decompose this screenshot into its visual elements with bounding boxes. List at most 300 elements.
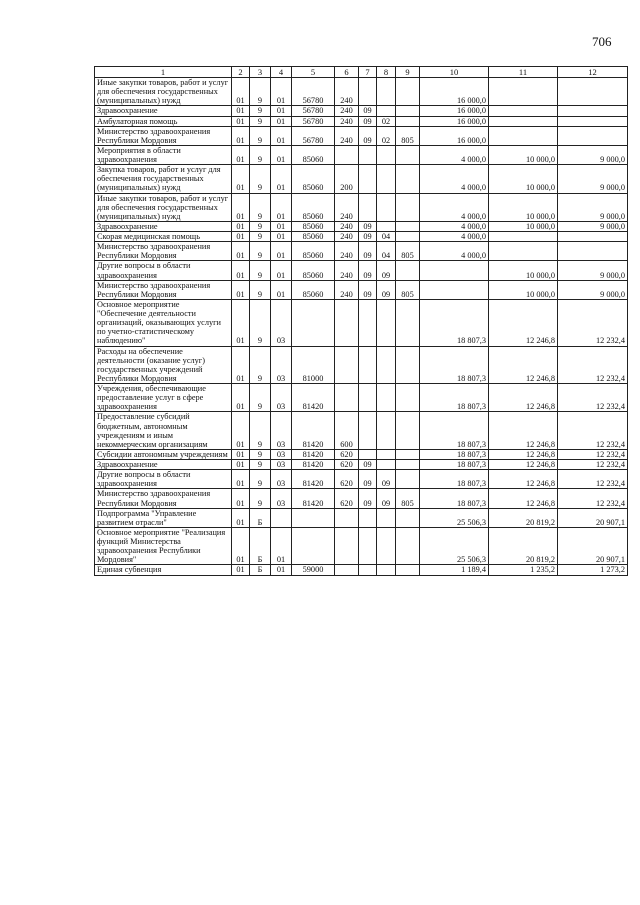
table-cell: 01 (232, 489, 250, 508)
row-label: Министерство здравоохранения Республики Мордовия (95, 489, 232, 508)
row-label: Предоставление субсидий бюджетным, автономным учреждениям и иным некоммерческим организациям (95, 412, 232, 450)
table-cell (377, 460, 396, 470)
table-cell: 9 000,0 (558, 193, 628, 221)
table-cell (396, 232, 420, 242)
table-cell: 9 000,0 (558, 145, 628, 164)
table-row (95, 126, 628, 145)
table-cell: 4 000,0 (420, 232, 489, 242)
table-cell: 9 000,0 (558, 165, 628, 193)
row-label: Здравоохранение (95, 221, 232, 231)
table-row (95, 299, 628, 346)
table-cell: 10 000,0 (489, 165, 558, 193)
table-cell (271, 508, 292, 527)
row-label: Расходы на обеспечение деятельности (оказание услуг) государственных учреждений Республики Мордовия (95, 346, 232, 384)
table-cell: 20 907,1 (558, 527, 628, 565)
table-cell: 09 (359, 489, 377, 508)
table-cell: 56780 (292, 116, 335, 126)
table-cell (396, 106, 420, 116)
table-row (95, 489, 628, 508)
table-cell: 10 000,0 (489, 145, 558, 164)
table-cell (359, 193, 377, 221)
table-cell: 16 000,0 (420, 78, 489, 106)
table-cell: 12 232,4 (558, 460, 628, 470)
table-cell: 12 246,8 (489, 449, 558, 459)
column-header: 1 (95, 67, 232, 78)
table-cell (377, 449, 396, 459)
row-label: Министерство здравоохранения Республики Мордовия (95, 280, 232, 299)
row-label: Иные закупки товаров, работ и услуг для обеспечения государственных (муниципальных) нужд (95, 78, 232, 106)
table-cell (396, 412, 420, 450)
table-cell (396, 384, 420, 412)
table-cell (558, 116, 628, 126)
column-header: 8 (377, 67, 396, 78)
table-cell (377, 221, 396, 231)
table-cell: 9 (250, 106, 271, 116)
column-header: 9 (396, 67, 420, 78)
table-cell (396, 165, 420, 193)
table-cell: 9 (250, 78, 271, 106)
row-label: Закупка товаров, работ и услуг для обеспечения государственных (муниципальных) нужд (95, 165, 232, 193)
table-cell: 56780 (292, 126, 335, 145)
table-cell: 12 246,8 (489, 299, 558, 346)
column-header: 2 (232, 67, 250, 78)
table-cell (359, 384, 377, 412)
table-cell: 01 (232, 299, 250, 346)
table-cell (335, 346, 359, 384)
table-cell: 09 (359, 470, 377, 489)
table-cell: 10 000,0 (489, 280, 558, 299)
table-cell (558, 232, 628, 242)
table-cell: 9 (250, 449, 271, 459)
table-cell: 9 (250, 261, 271, 280)
table-cell: 18 807,3 (420, 460, 489, 470)
table-cell: 01 (232, 412, 250, 450)
table-cell (377, 565, 396, 575)
table-cell: 620 (335, 470, 359, 489)
table-cell (558, 126, 628, 145)
table-cell: 9 (250, 299, 271, 346)
table-cell (359, 527, 377, 565)
table-cell: 85060 (292, 165, 335, 193)
table-cell: 01 (271, 106, 292, 116)
table-cell: 85060 (292, 232, 335, 242)
table-row (95, 412, 628, 450)
row-label: Здравоохранение (95, 106, 232, 116)
table-cell: 1 235,2 (489, 565, 558, 575)
table-row (95, 565, 628, 575)
table-cell: 12 246,8 (489, 384, 558, 412)
table-cell (558, 78, 628, 106)
table-cell: 9 (250, 489, 271, 508)
table-cell: 01 (271, 261, 292, 280)
table-cell: 85060 (292, 193, 335, 221)
table-cell (489, 106, 558, 116)
table-cell: 9 (250, 280, 271, 299)
table-cell: 03 (271, 489, 292, 508)
table-cell: 620 (335, 489, 359, 508)
table-cell: 9 (250, 460, 271, 470)
table-cell: 9 (250, 193, 271, 221)
table-row (95, 116, 628, 126)
table-cell: 20 907,1 (558, 508, 628, 527)
table-cell: 4 000,0 (420, 145, 489, 164)
table-cell: 09 (359, 232, 377, 242)
table-cell: 805 (396, 489, 420, 508)
table-cell: 01 (232, 470, 250, 489)
table-cell: 09 (359, 242, 377, 261)
table-cell: 01 (232, 126, 250, 145)
table-cell (359, 412, 377, 450)
table-cell (558, 106, 628, 116)
table-cell: 200 (335, 165, 359, 193)
table-cell (292, 508, 335, 527)
table-cell (359, 145, 377, 164)
table-cell: Б (250, 527, 271, 565)
column-header: 12 (558, 67, 628, 78)
table-cell (489, 126, 558, 145)
table-row (95, 261, 628, 280)
table-cell (489, 116, 558, 126)
table-row (95, 193, 628, 221)
table-cell: 620 (335, 460, 359, 470)
table-cell: 81420 (292, 412, 335, 450)
table-cell: 81000 (292, 346, 335, 384)
table-cell: 01 (271, 78, 292, 106)
table-cell: 9 (250, 384, 271, 412)
table-cell (396, 346, 420, 384)
row-label: Скорая медицинская помощь (95, 232, 232, 242)
table-cell (377, 145, 396, 164)
table-row (95, 346, 628, 384)
table-cell (396, 78, 420, 106)
row-label: Амбулаторная помощь (95, 116, 232, 126)
table-cell: 09 (377, 470, 396, 489)
table-cell: 805 (396, 280, 420, 299)
table-cell: 03 (271, 346, 292, 384)
table-cell (335, 145, 359, 164)
table-cell: 01 (232, 261, 250, 280)
table-cell: 4 000,0 (420, 242, 489, 261)
row-label: Здравоохранение (95, 460, 232, 470)
table-cell: 01 (232, 508, 250, 527)
table-cell: Б (250, 565, 271, 575)
table-cell: 01 (271, 280, 292, 299)
table-cell: 85060 (292, 145, 335, 164)
row-label: Министерство здравоохранения Республики Мордовия (95, 242, 232, 261)
table-cell: 01 (232, 116, 250, 126)
table-cell (359, 78, 377, 106)
table-cell: 02 (377, 126, 396, 145)
table-cell: 02 (377, 116, 396, 126)
table-cell (377, 299, 396, 346)
table-row (95, 470, 628, 489)
column-header: 11 (489, 67, 558, 78)
table-cell: 01 (232, 106, 250, 116)
row-label: Учреждения, обеспечивающие предоставление услуг в сфере здравоохранения (95, 384, 232, 412)
table-cell: 81420 (292, 449, 335, 459)
table-row (95, 280, 628, 299)
table-cell: 85060 (292, 242, 335, 261)
table-cell: 10 000,0 (489, 193, 558, 221)
table-cell: 9 000,0 (558, 261, 628, 280)
table-cell: 18 807,3 (420, 299, 489, 346)
table-cell (335, 299, 359, 346)
table-cell (396, 508, 420, 527)
table-cell: 805 (396, 126, 420, 145)
table-cell: 9 (250, 165, 271, 193)
table-cell: 805 (396, 242, 420, 261)
table-cell (377, 384, 396, 412)
table-cell: 85060 (292, 261, 335, 280)
table-cell (420, 261, 489, 280)
table-cell: 12 246,8 (489, 470, 558, 489)
table-cell: 04 (377, 232, 396, 242)
row-label: Основное мероприятие "Реализация функций Министерства здравоохранения Республики Мордовия" (95, 527, 232, 565)
row-label: Подпрограмма "Управление развитием отрасли" (95, 508, 232, 527)
table-cell: 01 (271, 116, 292, 126)
table-cell: 9 (250, 221, 271, 231)
table-cell (377, 346, 396, 384)
table-cell: 12 232,4 (558, 384, 628, 412)
table-cell: 01 (232, 346, 250, 384)
table-cell (335, 527, 359, 565)
table-cell (377, 165, 396, 193)
table-cell (396, 193, 420, 221)
table-cell: 12 232,4 (558, 346, 628, 384)
table-cell (396, 299, 420, 346)
table-cell: 25 506,3 (420, 508, 489, 527)
table-cell (558, 242, 628, 261)
table-cell: 1 189,4 (420, 565, 489, 575)
table-cell: 9 000,0 (558, 221, 628, 231)
row-label: Основное мероприятие "Обеспечение деятельности организаций, оказывающих услуги по учетно-статистическому наблюдению" (95, 299, 232, 346)
table-cell: 09 (377, 489, 396, 508)
table-cell (420, 280, 489, 299)
table-cell: 01 (271, 165, 292, 193)
table-cell: 240 (335, 106, 359, 116)
table-cell (335, 508, 359, 527)
table-cell: 12 246,8 (489, 489, 558, 508)
table-cell: 01 (232, 221, 250, 231)
table-cell: 18 807,3 (420, 489, 489, 508)
table-cell: 240 (335, 116, 359, 126)
table-cell (396, 116, 420, 126)
table-cell: 01 (271, 527, 292, 565)
table-cell: 240 (335, 193, 359, 221)
budget-table (94, 66, 628, 576)
table-cell: 12 232,4 (558, 449, 628, 459)
table-cell: 04 (377, 242, 396, 261)
table-cell (396, 527, 420, 565)
table-cell (359, 508, 377, 527)
column-header: 4 (271, 67, 292, 78)
table-cell: 18 807,3 (420, 470, 489, 489)
table-cell: 4 000,0 (420, 165, 489, 193)
table-cell (396, 449, 420, 459)
column-header: 10 (420, 67, 489, 78)
page-number: 706 (592, 34, 612, 49)
table-cell: 09 (359, 261, 377, 280)
table-cell: 9 (250, 116, 271, 126)
table-cell: 01 (232, 242, 250, 261)
table-cell: 240 (335, 261, 359, 280)
table-cell: 18 807,3 (420, 346, 489, 384)
table-cell: 620 (335, 449, 359, 459)
table-cell: 600 (335, 412, 359, 450)
row-label: Субсидии автономным учреждениям (95, 449, 232, 459)
table-cell: 240 (335, 232, 359, 242)
table-cell: 240 (335, 242, 359, 261)
table-row (95, 106, 628, 116)
table-cell (335, 384, 359, 412)
table-cell (396, 460, 420, 470)
table-cell: 4 000,0 (420, 193, 489, 221)
table-cell: 01 (232, 78, 250, 106)
table-cell: 01 (271, 193, 292, 221)
table-cell: 01 (232, 193, 250, 221)
row-label: Мероприятия в области здравоохранения (95, 145, 232, 164)
row-label: Министерство здравоохранения Республики Мордовия (95, 126, 232, 145)
table-row (95, 384, 628, 412)
table-cell (377, 527, 396, 565)
table-cell: 12 246,8 (489, 412, 558, 450)
table-cell (396, 221, 420, 231)
table-cell (377, 508, 396, 527)
table-cell (377, 412, 396, 450)
table-row (95, 508, 628, 527)
table-row (95, 232, 628, 242)
table-cell: 16 000,0 (420, 126, 489, 145)
table-cell: 9 (250, 242, 271, 261)
table-row (95, 221, 628, 231)
table-cell: 240 (335, 221, 359, 231)
table-cell: 09 (359, 116, 377, 126)
table-cell (396, 145, 420, 164)
table-cell: 10 000,0 (489, 221, 558, 231)
table-cell: 09 (359, 221, 377, 231)
table-cell: 01 (232, 449, 250, 459)
table-cell (359, 449, 377, 459)
row-label: Иные закупки товаров, работ и услуг для обеспечения государственных (муниципальных) нужд (95, 193, 232, 221)
table-row (95, 449, 628, 459)
table-cell: 12 232,4 (558, 299, 628, 346)
table-cell: 09 (359, 126, 377, 145)
row-label: Другие вопросы в области здравоохранения (95, 470, 232, 489)
table-cell (359, 299, 377, 346)
table-cell: 9 (250, 232, 271, 242)
table-cell (396, 565, 420, 575)
table-cell (377, 78, 396, 106)
table-cell (359, 346, 377, 384)
table-cell: 20 819,2 (489, 527, 558, 565)
table-cell: 81420 (292, 384, 335, 412)
table-cell: 18 807,3 (420, 449, 489, 459)
table-cell (335, 565, 359, 575)
table-cell: 12 246,8 (489, 346, 558, 384)
table-cell: 01 (271, 126, 292, 145)
table-cell: 09 (359, 106, 377, 116)
table-body (95, 78, 628, 576)
table-cell (292, 299, 335, 346)
table-cell: 01 (232, 384, 250, 412)
table-cell: 01 (271, 221, 292, 231)
table-row (95, 527, 628, 565)
row-label: Единая субвенция (95, 565, 232, 575)
table-cell (396, 261, 420, 280)
table-cell: 81420 (292, 460, 335, 470)
table-cell: 03 (271, 384, 292, 412)
table-cell: 12 232,4 (558, 412, 628, 450)
table-cell: 20 819,2 (489, 508, 558, 527)
table-cell: 16 000,0 (420, 106, 489, 116)
table-cell: 81420 (292, 470, 335, 489)
table-cell: 12 246,8 (489, 460, 558, 470)
table-cell: 03 (271, 299, 292, 346)
table-cell (396, 470, 420, 489)
table-row (95, 460, 628, 470)
table-row (95, 145, 628, 164)
table-cell (377, 106, 396, 116)
table-cell: 01 (232, 460, 250, 470)
table-cell: 9 (250, 470, 271, 489)
table-cell: 25 506,3 (420, 527, 489, 565)
header-row (95, 67, 628, 78)
table-cell: 01 (232, 232, 250, 242)
table-cell: 01 (232, 527, 250, 565)
table-cell: 240 (335, 78, 359, 106)
table-row (95, 78, 628, 106)
table-cell: 85060 (292, 280, 335, 299)
table-cell (359, 165, 377, 193)
table-cell: 01 (271, 565, 292, 575)
table-cell: 85060 (292, 221, 335, 231)
table-cell (489, 232, 558, 242)
table-cell: 01 (232, 145, 250, 164)
column-header: 3 (250, 67, 271, 78)
table-cell (292, 527, 335, 565)
table-cell: 01 (271, 242, 292, 261)
table-cell: 09 (377, 261, 396, 280)
table-cell: 12 232,4 (558, 470, 628, 489)
table-cell: 18 807,3 (420, 384, 489, 412)
table-cell: Б (250, 508, 271, 527)
table-cell: 240 (335, 126, 359, 145)
table-cell (489, 242, 558, 261)
table-cell: 09 (359, 280, 377, 299)
table-cell: 03 (271, 470, 292, 489)
table-cell: 9 (250, 145, 271, 164)
column-header: 7 (359, 67, 377, 78)
table-cell: 01 (271, 145, 292, 164)
table-cell: 09 (359, 460, 377, 470)
table-cell: 03 (271, 460, 292, 470)
table-cell: 10 000,0 (489, 261, 558, 280)
table-cell: 01 (232, 165, 250, 193)
row-label: Другие вопросы в области здравоохранения (95, 261, 232, 280)
column-header: 5 (292, 67, 335, 78)
table-cell: 240 (335, 280, 359, 299)
table-cell: 59000 (292, 565, 335, 575)
table-cell: 01 (271, 232, 292, 242)
table-cell: 56780 (292, 106, 335, 116)
table-row (95, 242, 628, 261)
table-cell (359, 565, 377, 575)
table-cell: 9 (250, 126, 271, 145)
table-cell: 01 (232, 565, 250, 575)
table-cell: 9 000,0 (558, 280, 628, 299)
table-cell: 09 (377, 280, 396, 299)
table-cell: 9 (250, 346, 271, 384)
